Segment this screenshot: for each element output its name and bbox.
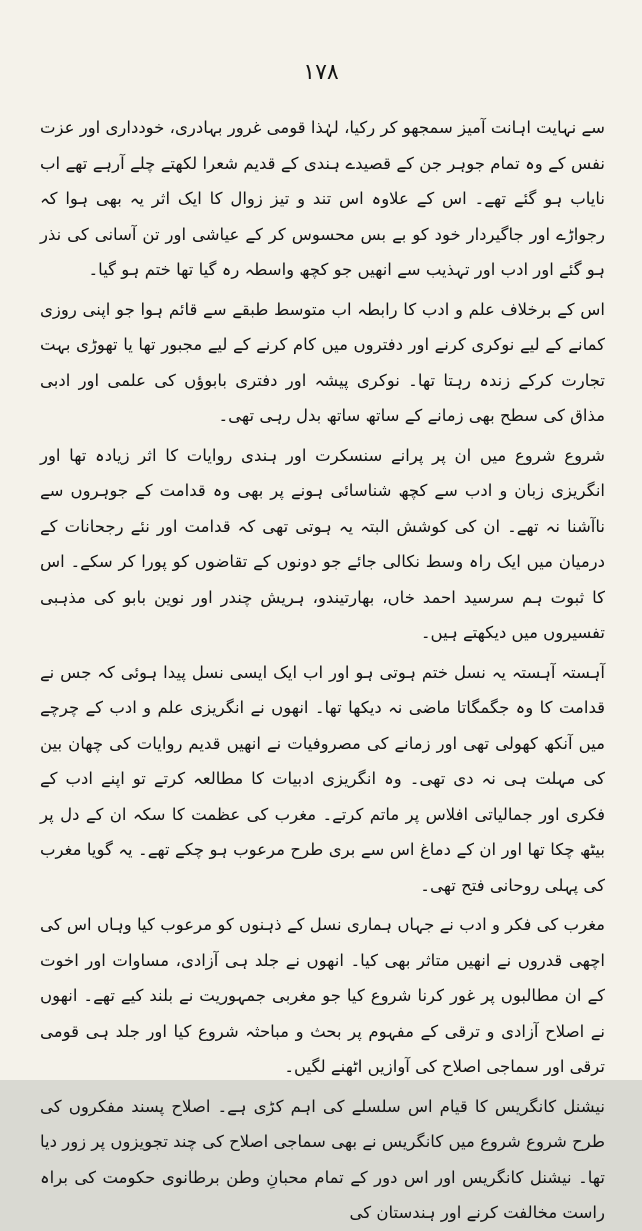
page-body — [40, 110, 605, 1231]
paragraph-2: اس کے برخلاف علم و ادب کا رابطہ اب متوسط طبقے سے قائم ہوا جو اپنی روزی کمانے کے لیے نوکری کرنے اور دفتروں میں کام کرنے کے لیے مجبور تھا یا تھوڑی بہت تجارت کرکے زندہ رہتا تھا۔ نوکری پیشہ اور دفتری بابوؤں کی علمی اور ادبی مذاق کی سطح بھی زمانے کے ساتھ ساتھ بدل رہی تھی۔ — [40, 299, 605, 425]
paragraph-6: نیشنل کانگریس کا قیام اس سلسلے کی اہم کڑی ہے۔ اصلاح پسند مفکروں کی طرح شروع شروع میں کانگریس نے بھی سماجی اصلاح کی چند تجویزوں پر زور دیا تھا۔ نیشنل کانگریس اور اس دور کے تمام محبانِ وطن برطانوی حکومت کی براہ راست مخالفت کرنے اور ہندستان کی — [40, 1096, 605, 1222]
paragraph-1: سے نہایت اہانت آمیز سمجھو کر رکیا، لہٰذا قومی غرور بہادری، خودداری اور عزت نفس کے وہ تمام جوہر جن کے قصیدے ہندی کے قدیم شعرا لکھتے چلے آرہے تھے اب نایاب ہو گئے تھے۔ اس کے علاوہ اس تند و تیز زوال کا ایک اثر یہ بھی ہوا کہ رجواڑے اور جاگیردار خود کو بے بس محسوس کر کے عیاشی اور تن آسانی کی نذر ہو گئے اور ادب اور تہذیب سے انھیں جو کچھ واسطہ رہ گیا تھا ختم ہو گیا۔ — [40, 118, 605, 279]
paragraph-3: شروع شروع میں ان پر پرانے سنسکرت اور ہندی روایات کا اثر زیادہ تھا اور انگریزی زبان و ادب سے کچھ شناسائی ہونے پر بھی وہ قدامت کے جوہروں سے ناآشنا نہ تھے۔ ان کی کوشش البتہ یہ ہوتی تھی کہ قدامت اور نئے رجحانات کے درمیان میں ایک راہ وسط نکالی جائے جو دونوں کے تقاضوں کو پورا کر سکے۔ اس کا ثبوت ہم سرسید احمد خاں، بھارتیندو، ہریش چندر اور نوین بابو کی مذہبی تفسیروں میں دیکھتے ہیں۔ — [40, 445, 605, 642]
paragraph-5: مغرب کی فکر و ادب نے جہاں ہماری نسل کے ذہنوں کو مرعوب کیا وہاں اس کی اچھی قدروں نے انھیں متاثر بھی کیا۔ انھوں نے جلد ہی آزادی، مساوات اور اخوت کے ان مطالبوں پر غور کرنا شروع کیا جو مغربی جمہوریت نے بلند کیے تھے۔ انھوں نے اصلاح آزادی و ترقی کے مفہوم پر بحث و مباحثہ شروع کیا اور جلد ہی قومی ترقی اور سماجی اصلاح کی آوازیں اٹھنے لگیں۔ — [40, 915, 605, 1076]
page-number: ۱۷۸ — [303, 60, 339, 85]
paragraph-4: آہستہ آہستہ یہ نسل ختم ہوتی ہو اور اب ایک ایسی نسل پیدا ہوئی کہ جس نے قدامت کا وہ جگمگاتا ماضی نہ دیکھا تھا۔ انھوں نے انگریزی علم و ادب کے چرچے میں آنکھ کھولی تھی اور زمانے کی مصروفیات نے انھیں قدیم روایات کی چھان بین کی مہلت ہی نہ دی تھی۔ وہ انگریزی ادبیات کا مطالعہ کرتے تو اپنے ادب کے فکری اور جمالیاتی افلاس پر ماتم کرتے۔ مغرب کی عظمت کا سکہ ان کے دل پر بیٹھ چکا تھا اور ان کے دماغ اس سے بری طرح مرعوب ہو چکے تھے۔ یہ گویا مغرب کی پہلی روحانی فتح تھی۔ — [40, 662, 605, 895]
